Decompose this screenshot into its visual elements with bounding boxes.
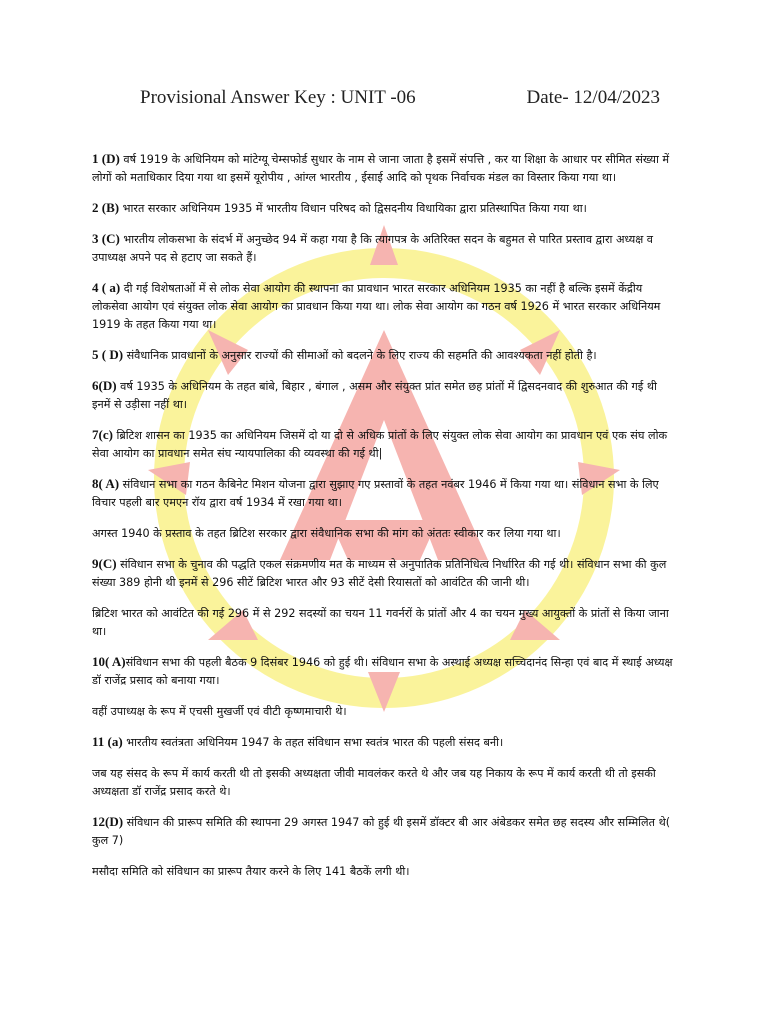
answer-key-body: [92, 150, 678, 893]
answer-paragraph: [92, 813, 678, 850]
answer-number: 12(D): [92, 814, 124, 829]
answer-text: भारतीय लोकसभा के संदर्भ में अनुच्छेद 94 में कहा गया है कि त्यागपत्र के अतिरिक्त सदन के बहुमत से पारित प्रस्ताव द्वारा अध्यक्ष व उपाध्यक्ष अपने पद से हटाए जा सकते हैं।: [92, 233, 654, 264]
answer-text: वर्ष 1919 के अधिनियम को मांटेग्यू चेम्सफोर्ड सुधार के नाम से जाना जाता है इसमें संपत्ति , कर या शिक्षा के आधार पर सीमित संख्या में लोगों को मताधिकार दिया गया था इसमें यूरोपीय , आंग्ल भारतीय , ईसाई आदि को पृथक निर्वाचक मंडल का विस्तार किया गया था।: [92, 153, 670, 184]
answer-paragraph: [92, 279, 678, 334]
answer-paragraph: [92, 653, 678, 690]
answer-paragraph: [92, 346, 678, 365]
document-date: Date- 12/04/2023: [526, 87, 660, 108]
answer-number: 9(C): [92, 556, 117, 571]
answer-paragraph: [92, 377, 678, 414]
answer-paragraph: [92, 150, 678, 187]
answer-text: भारत सरकार अधिनियम 1935 में भारतीय विधान परिषद को द्विसदनीय विधायिका द्वारा प्रतिस्थापित किया गया था।: [119, 202, 587, 215]
document-header: [140, 87, 660, 113]
answer-text: संविधान की प्रारूप समिति की स्थापना 29 अगस्त 1947 को हुई थी इसमें डॉक्टर बी आर अंबेडकर समेत छह सदस्य और सम्मिलित थे( कुल 7): [92, 816, 671, 847]
answer-text: संविधान सभा के चुनाव की पद्धति एकल संक्रमणीय मत के माध्यम से अनुपातिक प्रतिनिधित्व निर्धारित की गई थी। संविधान सभा की कुल संख्या 389 होनी थी इनमें से 296 सीटें ब्रिटिश भारत और 93 सीटें देसी रियासतों को आवंटित की जानी थी।: [92, 558, 667, 589]
answer-text: ब्रिटिश शासन का 1935 का अधिनियम जिसमें दो या दो से अधिक प्रांतों के लिए संयुक्त लोक सेवा आयोग का प्रावधान एवं एक संघ लोक सेवा आयोग का प्रावधान समेत संघ न्यायपालिका की व्यवस्था की गई थी|: [92, 429, 668, 460]
answer-text: वर्ष 1935 के अधिनियम के तहत बांबे, बिहार , बंगाल , असम और संयुक्त प्रांत समेत छह प्रांतों में द्विसदनवाद की शुरुआत की गई थी इनमें से उड़ीसा नहीं था।: [92, 380, 657, 411]
answer-text: अगस्त 1940 के प्रस्ताव के तहत ब्रिटिश सरकार द्वारा संवैधानिक सभा की मांग को अंततः स्वीकार कर लिया गया था।: [92, 527, 561, 540]
answer-number: 11 (a): [92, 734, 123, 749]
answer-paragraph: [92, 733, 678, 752]
answer-number: 5 ( D): [92, 347, 124, 362]
answer-text: मसौदा समिति को संविधान का प्रारूप तैयार करने के लिए 141 बैठकें लगी थी।: [92, 865, 410, 878]
answer-text: संविधान सभा की पहली बैठक 9 दिसंबर 1946 को हुई थी। संविधान सभा के अस्थाई अध्यक्ष सच्चिदानंद सिन्हा एवं बाद में स्थाई अध्यक्ष डॉ राजेंद्र प्रसाद को बनाया गया।: [92, 656, 673, 687]
answer-paragraph: [92, 604, 678, 641]
answer-number: 2 (B): [92, 200, 120, 215]
answer-paragraph: [92, 524, 678, 543]
answer-paragraph: [92, 426, 678, 463]
answer-text: ब्रिटिश भारत को आवंटित की गई 296 में से 292 सदस्यों का चयन 11 गवर्नरों के प्रांतों और 4 का चयन मुख्य आयुक्तों के प्रांतों से किया जाना था।: [92, 607, 669, 638]
answer-text: संविधान सभा का गठन कैबिनेट मिशन योजना द्वारा सुझाए गए प्रस्तावों के तहत नवंबर 1946 में किया गया था। संविधान सभा के लिए विचार पहली बार एमएन रॉय द्वारा वर्ष 1934 में रखा गया था।: [92, 478, 659, 509]
answer-number: 4 ( a): [92, 280, 121, 295]
answer-paragraph: [92, 230, 678, 267]
answer-paragraph: [92, 475, 678, 512]
answer-number: 10( A): [92, 654, 126, 669]
answer-text: जब यह संसद के रूप में कार्य करती थी तो इसकी अध्यक्षता जीवी मावलंकर करते थे और जब यह निकाय के रूप में कार्य करती थी तो इसकी अध्यक्षता डॉ राजेंद्र प्रसाद करते थे।: [92, 767, 656, 798]
answer-text: दी गई विशेषताओं में से लोक सेवा आयोग की स्थापना का प्रावधान भारत सरकार अधिनियम 1935 का नहीं है बल्कि इसमें केंद्रीय लोकसेवा आयोग एवं संयुक्त लोक सेवा आयोग का प्रावधान किया गया था। लोक सेवा आयोग का गठन वर्ष 1926 में भारत सरकार अधिनियम 1919 के तहत किया गया था।: [92, 282, 661, 331]
answer-paragraph: [92, 555, 678, 592]
answer-number: 1 (D): [92, 151, 120, 166]
answer-paragraph: [92, 862, 678, 881]
answer-paragraph: [92, 702, 678, 721]
document-title: Provisional Answer Key : UNIT -06: [140, 87, 416, 108]
answer-paragraph: [92, 199, 678, 218]
answer-paragraph: [92, 764, 678, 801]
answer-number: 3 (C): [92, 231, 120, 246]
answer-text: भारतीय स्वतंत्रता अधिनियम 1947 के तहत संविधान सभा स्वतंत्र भारत की पहली संसद बनी।: [122, 736, 504, 749]
answer-number: 7(c): [92, 427, 113, 442]
answer-number: 6(D): [92, 378, 117, 393]
answer-text: वहीं उपाध्यक्ष के रूप में एचसी मुखर्जी एवं वीटी कृष्णमाचारी थे।: [92, 705, 347, 718]
answer-text: संवैधानिक प्रावधानों के अनुसार राज्यों की सीमाओं को बदलने के लिए राज्य की सहमति की आवश्यकता नहीं होती है।: [123, 349, 597, 362]
answer-number: 8( A): [92, 476, 120, 491]
